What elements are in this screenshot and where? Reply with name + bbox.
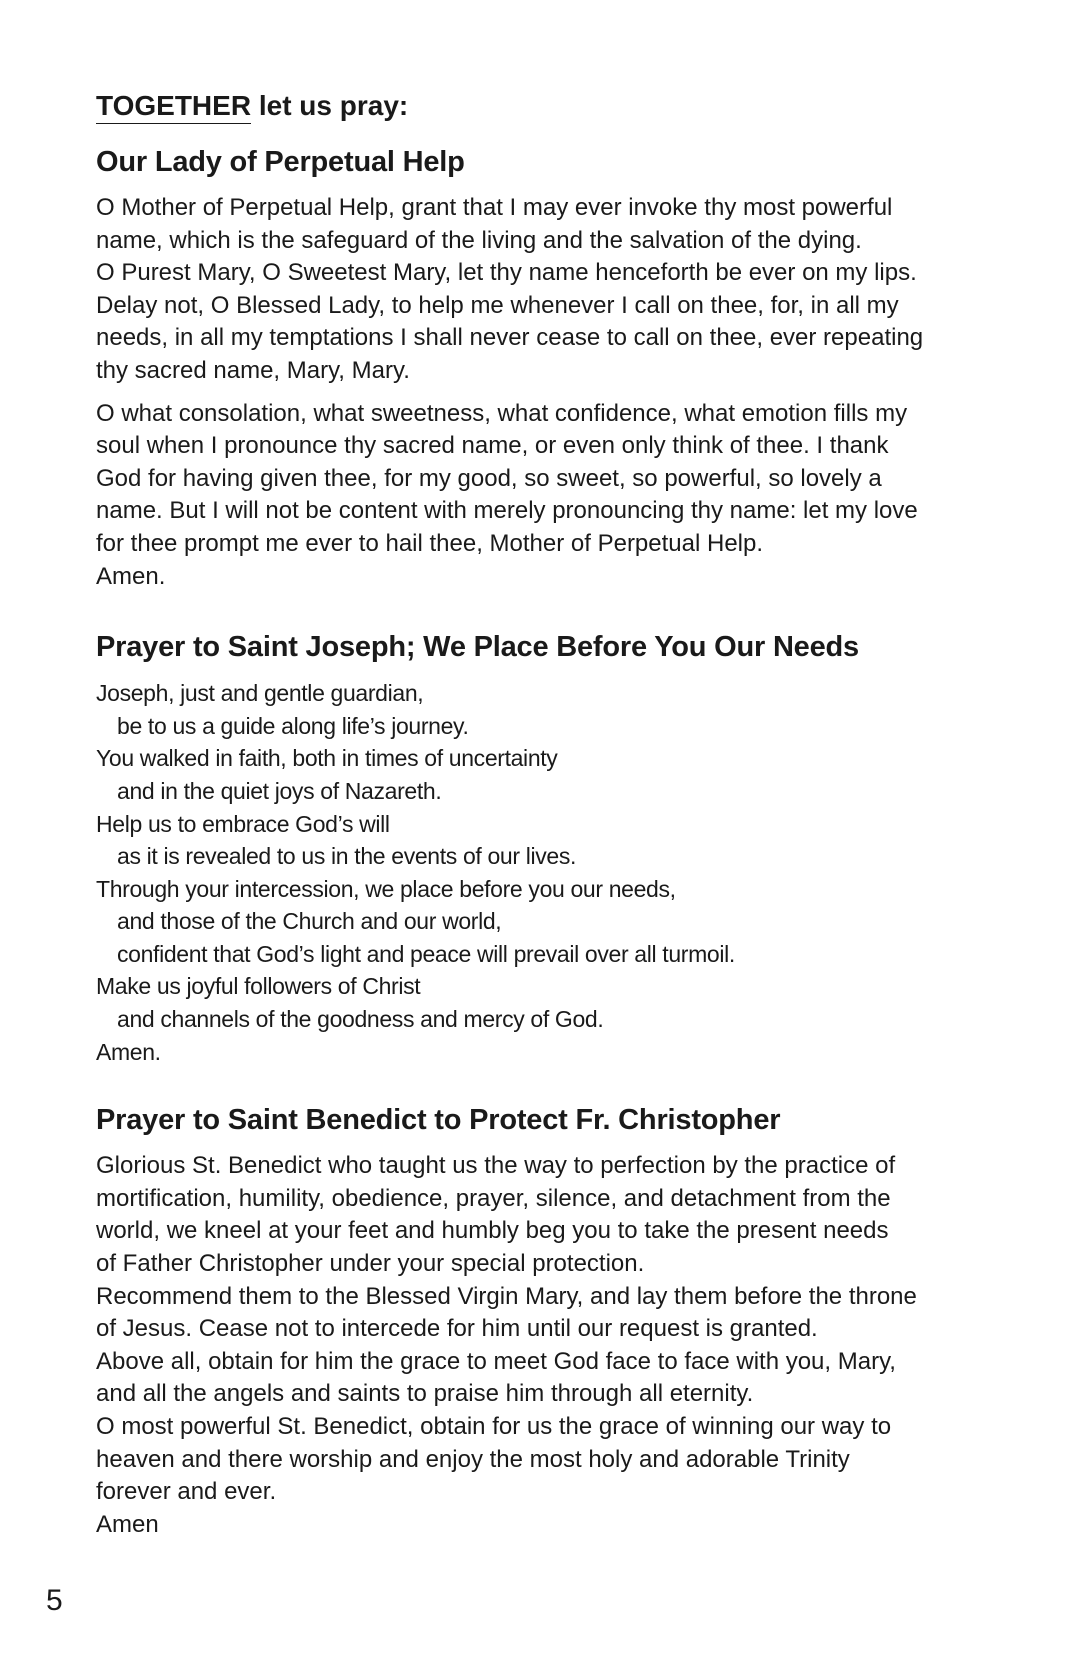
text-line: name. But I will not be content with merely pronouncing thy name: let my love (96, 497, 918, 525)
section-our-lady (96, 144, 1016, 593)
verse-line-indented: be to us a guide along life’s journey. (117, 712, 469, 739)
verse-line-indented: and in the quiet joys of Nazareth. (117, 777, 442, 804)
section-saint-benedict (96, 1102, 1016, 1541)
section-title: Our Lady of Perpetual Help (96, 146, 465, 178)
section-title: Prayer to Saint Benedict to Protect Fr. Christopher (96, 1104, 781, 1137)
verse-line-indented: and those of the Church and our world, (117, 908, 502, 935)
text-line: of Jesus. Cease not to intercede for him until our request is granted. (96, 1315, 818, 1343)
verse-line: Make us joyful followers of Christ (96, 973, 421, 1000)
section-saint-joseph (96, 629, 1016, 1068)
text-line: O what consolation, what sweetness, what confidence, what emotion fills my (96, 399, 908, 427)
intro-underlined-word: TOGETHER (96, 91, 251, 124)
verse-line: You walked in faith, both in times of uncertainty (96, 745, 558, 772)
page-number: 5 (46, 1584, 63, 1617)
text-line: Above all, obtain for him the grace to meet God face to face with you, Mary, (96, 1347, 896, 1375)
text-line: O most powerful St. Benedict, obtain for us the grace of winning our way to (96, 1413, 892, 1440)
text-line: name, which is the safeguard of the living and the salvation of the dying. (96, 226, 862, 254)
paragraph (96, 1150, 1016, 1541)
paragraph (96, 398, 1016, 594)
text-line: for thee prompt me ever to hail thee, Mother of Perpetual Help. (96, 529, 764, 557)
text-line: O Purest Mary, O Sweetest Mary, let thy name henceforth be ever on my lips. (96, 259, 917, 287)
text-line: Amen. (96, 562, 166, 590)
section-title: Prayer to Saint Joseph; We Place Before You Our Needs (96, 631, 859, 664)
verse-line: Amen. (96, 1038, 161, 1065)
intro-heading (96, 86, 1016, 126)
verse-line-indented: and channels of the goodness and mercy of God. (117, 1006, 604, 1033)
verse-line-indented: as it is revealed to us in the events of our lives. (117, 843, 577, 870)
text-line: O Mother of Perpetual Help, grant that I may ever invoke thy most powerful (96, 194, 893, 221)
verse-block (96, 677, 1016, 1068)
text-line: and all the angels and saints to praise him through all eternity. (96, 1380, 754, 1408)
intro-rest: let us pray: (251, 90, 409, 121)
text-line: thy sacred name, Mary, Mary. (96, 356, 410, 384)
text-line: forever and ever. (96, 1478, 277, 1506)
text-line: world, we kneel at your feet and humbly beg you to take the present needs (96, 1217, 889, 1245)
verse-line: Through your intercession, we place before you our needs, (96, 875, 676, 902)
verse-line: Joseph, just and gentle guardian, (96, 680, 424, 707)
text-line: of Father Christopher under your special protection. (96, 1250, 645, 1278)
text-line: needs, in all my temptations I shall never cease to call on thee, ever repeating (96, 324, 924, 352)
text-line: soul when I pronounce thy sacred name, or even only think of thee. I thank (96, 432, 889, 460)
text-line: Delay not, O Blessed Lady, to help me whenever I call on thee, for, in all my (96, 291, 899, 319)
verse-line-indented: confident that God’s light and peace will prevail over all turmoil. (117, 940, 735, 967)
text-line: Glorious St. Benedict who taught us the way to perfection by the practice of (96, 1152, 896, 1180)
paragraph (96, 192, 1016, 388)
text-line: God for having given thee, for my good, so sweet, so powerful, so lovely a (96, 464, 882, 492)
text-line: Amen (96, 1510, 159, 1538)
text-line: Recommend them to the Blessed Virgin Mary, and lay them before the throne (96, 1282, 917, 1310)
prayer-page (96, 86, 1016, 1541)
text-line: heaven and there worship and enjoy the most holy and adorable Trinity (96, 1445, 850, 1473)
verse-line: Help us to embrace God’s will (96, 810, 390, 837)
text-line: mortification, humility, obedience, prayer, silence, and detachment from the (96, 1184, 891, 1212)
